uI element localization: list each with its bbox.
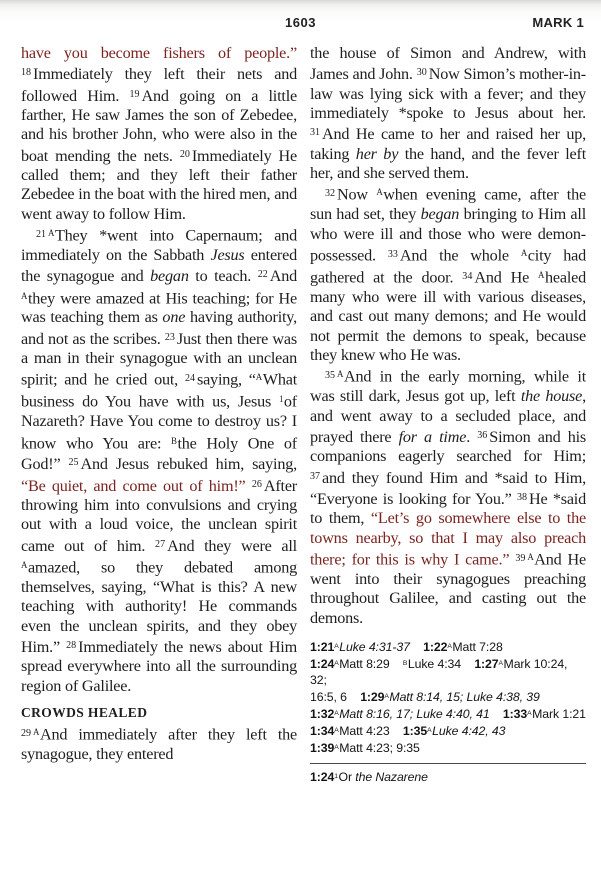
text-run: 1:39 xyxy=(310,740,335,755)
cross-reference-letter: A xyxy=(427,726,432,734)
text-run: 1:34 xyxy=(310,723,335,738)
text-run: Matt 8:29 xyxy=(339,657,390,672)
verse-number: 29 xyxy=(21,727,32,739)
footnote-divider xyxy=(310,763,586,764)
text-run: Matt 4:23; 9:35 xyxy=(339,740,420,755)
text-run xyxy=(390,657,403,671)
text-run: amazed, so they debated among themselves, saying, “What is this? A new teaching with authority! He commands even the unclean spirits, and they obey Him.” xyxy=(21,558,297,656)
text-run: And in the early morning, while it was still dark, Jesus got up, left xyxy=(310,367,586,406)
text-run: And He came to her and raised her up, taking xyxy=(310,125,586,163)
text-run: they were amazed at His teaching; for He was teaching them as xyxy=(21,289,297,327)
note-number: 1 xyxy=(334,772,338,780)
left-column xyxy=(21,44,297,877)
red-letter-text: have you become fishers of people.” xyxy=(21,44,297,62)
verse-number: 31 xyxy=(310,127,321,139)
text-run: for a time xyxy=(398,427,467,446)
verse-paragraph xyxy=(21,224,297,696)
text-run: Luke 4:34 xyxy=(407,657,462,672)
text-run: the house of Simon and Andrew, with James and John. xyxy=(310,44,586,84)
verse-number: 37 xyxy=(310,470,321,482)
verse-number: 20 xyxy=(179,148,190,160)
footnote-line xyxy=(310,656,586,689)
text-run: 1:27 xyxy=(474,657,499,672)
cross-reference-letter: A xyxy=(21,559,28,570)
two-column-text xyxy=(21,44,586,877)
text-run: the house xyxy=(520,387,583,406)
text-run: He *said to them, xyxy=(310,489,586,528)
translator-note xyxy=(310,769,586,786)
text-run xyxy=(390,724,403,738)
verse-number: 35 xyxy=(325,370,336,382)
text-run: Immediately they left their nets and followed Him. xyxy=(21,65,297,105)
verse-number: 24 xyxy=(184,373,195,385)
verse-number: 27 xyxy=(155,538,166,550)
text-run: Immediately He called them; and they left their father Zebedee in the boat with the hired men, and went away to follow Him. xyxy=(21,146,297,223)
text-run: And immediately after they left the synagogue, they entered xyxy=(21,725,297,763)
verse-paragraph xyxy=(310,44,586,183)
text-run xyxy=(410,640,423,654)
text-run: 1:24 xyxy=(310,769,335,784)
cross-reference-letter: A xyxy=(334,660,339,668)
text-run: the Nazarene xyxy=(355,769,428,784)
cross-reference-letter: A xyxy=(334,709,339,717)
text-run: Just then there was a man in their synagogue with an unclean spirit; and he cried out, xyxy=(21,329,298,389)
text-run: and they found Him and *said to Him, “Everyone is looking for You.” xyxy=(310,468,586,508)
verse-number: 21 xyxy=(36,228,47,240)
cross-reference-letter: B xyxy=(402,660,408,668)
text-run: Matt 8:16, 17; Luke 4:40, 41 xyxy=(339,706,490,721)
footnotes xyxy=(310,639,586,785)
text-run: And the whole xyxy=(399,246,521,265)
cross-reference-letter: A xyxy=(527,552,534,563)
text-run xyxy=(347,690,360,704)
verse-number: 26 xyxy=(251,478,262,490)
text-run: After throwing him into convulsions and crying out with a loud voice, the unclean spirit came out of him. xyxy=(21,476,297,555)
text-run: . xyxy=(466,427,478,446)
section-heading: CROWDS HEALED xyxy=(21,705,148,721)
text-run: , and went away to a secluded place, and prayed there xyxy=(310,387,586,446)
footnote-line xyxy=(310,769,586,786)
text-run: And Jesus rebuked him, saying, xyxy=(80,455,297,474)
cross-reference-letter: A xyxy=(538,270,545,280)
text-run: city had gathered at the door. xyxy=(310,246,586,287)
cross-reference-letter: A xyxy=(498,660,504,668)
cross-reference-letter: A xyxy=(48,228,55,239)
text-run: Matt 4:23 xyxy=(339,723,390,738)
text-run: 1:32 xyxy=(310,706,335,721)
text-run: to teach. xyxy=(188,267,258,286)
text-run: began xyxy=(420,205,460,224)
cross-reference-letter: A xyxy=(255,372,263,383)
verse-paragraph xyxy=(310,183,586,365)
text-run: healed many who were ill with various diseases, and cast out many demons; and He would not permit the demons to speak, because they knew who He was. xyxy=(310,268,586,365)
cross-reference-letter: A xyxy=(337,369,344,380)
text-run: And He went into their synagogues preaching throughout Galilee, and casting out the demons. xyxy=(310,550,586,627)
text-run: Matt 8:14, 15; Luke 4:38, 39 xyxy=(389,689,540,704)
cross-reference-letter: A xyxy=(334,643,339,651)
text-run: They *went into Capernaum; and immediately on the Sabbath xyxy=(21,226,297,264)
cross-reference-letter: A xyxy=(447,643,452,651)
verse-number: 28 xyxy=(66,640,77,651)
verse-number: 18 xyxy=(21,67,32,79)
cross-reference-letter: A xyxy=(527,709,532,717)
verse-number: 36 xyxy=(477,430,488,442)
book-chapter-header: MARK 1 xyxy=(532,15,584,30)
text-run: bringing to Him all who were ill and those who were demon-possessed. xyxy=(310,205,586,265)
text-run: And they were all xyxy=(167,536,297,555)
text-run xyxy=(490,707,503,721)
verse-number: 33 xyxy=(387,248,398,260)
text-run: having authority, and not as the scribes. xyxy=(21,308,297,348)
cross-reference-letter: A xyxy=(384,692,389,700)
cross-reference-letter: A xyxy=(21,290,28,301)
cross-reference-letter: B xyxy=(171,435,177,446)
cross-references xyxy=(310,639,586,757)
text-run: entered the synagogue and xyxy=(21,245,297,286)
verse-number: 38 xyxy=(516,492,527,503)
text-run: the hand, and the fever left her, and she served them. xyxy=(310,144,586,183)
verse-number: 19 xyxy=(129,88,140,100)
text-run: when evening came, after the sun had set, they xyxy=(310,185,586,224)
verse-paragraph xyxy=(21,44,297,224)
text-run: 16:5, 6 xyxy=(310,689,347,704)
text-run: her by xyxy=(355,144,399,163)
page-header xyxy=(0,15,601,31)
text-run: 1:33 xyxy=(502,706,528,721)
text-run: Luke 4:42, 43 xyxy=(432,723,506,738)
verse-paragraph xyxy=(21,723,297,764)
cross-reference-letter: A xyxy=(33,727,40,738)
verse-number: 32 xyxy=(325,188,336,200)
verse-paragraph xyxy=(310,365,586,628)
text-run: saying, “ xyxy=(196,370,256,389)
text-run: 1:35 xyxy=(402,723,428,738)
text-run: Simon and his companions eagerly searched for Him; xyxy=(310,427,586,466)
text-run: Now xyxy=(337,185,377,204)
text-run: 1:24 xyxy=(310,657,335,672)
cross-reference-letter: A xyxy=(334,743,339,751)
text-run: of Nazareth? Have You come to destroy us? I know who You are: xyxy=(21,392,297,453)
cross-reference-letter: A xyxy=(334,726,339,734)
right-column-body xyxy=(310,44,586,628)
text-run: Jesus xyxy=(210,245,245,264)
text-run: 1:22 xyxy=(423,640,448,655)
text-run: Luke 4:31-37 xyxy=(339,640,410,655)
footnote-line xyxy=(310,706,586,723)
text-run: Mark 1:21 xyxy=(532,706,586,721)
verse-number: 23 xyxy=(164,331,175,343)
footnote-line xyxy=(310,723,586,740)
right-column xyxy=(310,44,586,877)
footnote-line xyxy=(310,639,586,656)
cross-reference-letter: A xyxy=(376,187,383,198)
text-run: And going on a little farther, He saw James the son of Zebedee, and his brother John, who were also in the boat mending the nets. xyxy=(21,86,297,165)
text-run: Now Simon’s mother-in-law was lying sick with a fever; and they immediately *spoke to Jesus about her. xyxy=(310,65,586,123)
footnote-line xyxy=(310,689,586,706)
red-letter-text: “Let’s go somewhere else to the towns nearby, so that I may also preach there; for this is why I came.” xyxy=(310,509,586,569)
verse-number: 39 xyxy=(515,552,526,564)
text-run: Matt 7:28 xyxy=(452,640,503,655)
text-run: Mark 10:24, 32; xyxy=(310,657,571,687)
red-letter-text: “Be quiet, and come out of him!” xyxy=(21,476,252,495)
text-run: And xyxy=(269,267,297,286)
verse-number: 25 xyxy=(68,457,79,469)
page-number: 1603 xyxy=(285,15,316,30)
text-run: 1:21 xyxy=(310,640,335,655)
verse-number: 30 xyxy=(416,67,427,79)
text-run: And He xyxy=(474,268,539,287)
text-run xyxy=(461,657,474,671)
text-run: Immediately the news about Him spread everywhere into all the surrounding region of Galilee. xyxy=(21,637,297,695)
text-run: the Holy One of God!” xyxy=(21,434,297,474)
text-run: What business do You have with us, Jesus xyxy=(21,370,297,411)
footnote-line xyxy=(310,740,586,757)
text-run: began xyxy=(150,267,189,286)
cross-reference-letter: A xyxy=(520,248,528,259)
verse-number: 34 xyxy=(462,270,473,282)
text-run: one xyxy=(162,308,186,327)
text-run: Or xyxy=(338,769,356,784)
text-run: 1:29 xyxy=(360,689,385,704)
verse-number: 22 xyxy=(257,269,268,281)
note-number: 1 xyxy=(278,394,284,405)
